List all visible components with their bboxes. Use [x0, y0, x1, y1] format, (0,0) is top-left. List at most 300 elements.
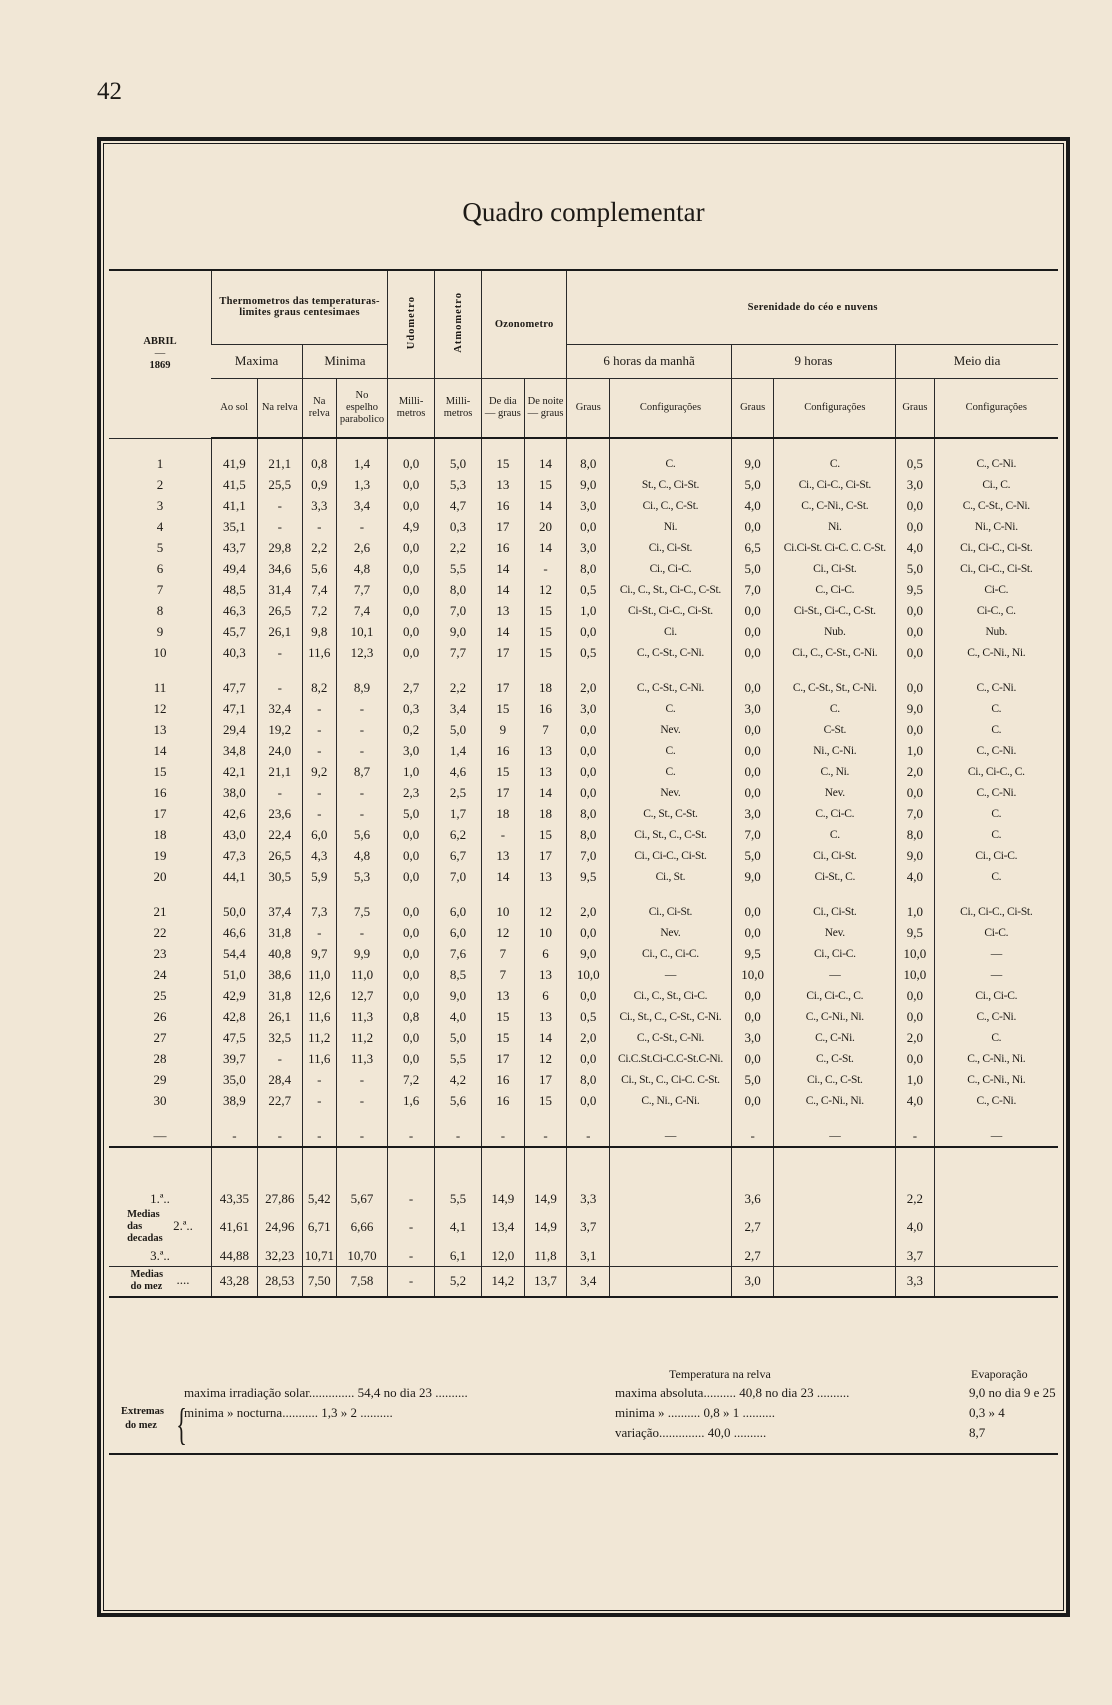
table-cell: 10,1	[336, 621, 387, 642]
table-cell: St., C., Ci-St.	[610, 474, 732, 495]
table-cell	[934, 1267, 1058, 1297]
table-cell: C., C-St., St., C-Ni.	[774, 677, 896, 698]
table-cell: Ci., Ci-C.	[934, 845, 1058, 866]
table-cell: 15	[524, 824, 567, 845]
table-cell: C., C-Ni.	[934, 1006, 1058, 1027]
table-cell: 2,0	[567, 677, 610, 698]
table-cell: Ci., C., Ci-C.	[610, 943, 732, 964]
table-cell: 8,9	[336, 677, 387, 698]
table-cell: 11,0	[336, 964, 387, 985]
empty-cell	[934, 1111, 1058, 1125]
table-row	[109, 964, 1058, 985]
table-cell: 1,0	[388, 761, 435, 782]
header-udometro: Udometro	[388, 270, 435, 378]
table-cell: 27,86	[257, 1188, 302, 1209]
table-cell: 0,0	[731, 642, 774, 663]
table-cell	[610, 1245, 732, 1267]
table-cell: 30,5	[257, 866, 302, 887]
table-cell: 21,1	[257, 453, 302, 474]
table-cell: 0,0	[388, 579, 435, 600]
table-cell: 6	[156, 560, 164, 576]
table-cell	[109, 1209, 211, 1245]
table-cell: 5,67	[336, 1188, 387, 1209]
table-row	[109, 782, 1058, 803]
table-cell: -	[257, 1048, 302, 1069]
table-cell: 47,5	[211, 1027, 257, 1048]
table-cell: 34,6	[257, 558, 302, 579]
table-cell: 5,42	[302, 1188, 336, 1209]
table-cell: —	[934, 964, 1058, 985]
table-cell: 20	[153, 868, 167, 884]
table-cell: Nub.	[934, 621, 1058, 642]
table-cell: -	[388, 1209, 435, 1245]
table-cell: 0,0	[388, 1027, 435, 1048]
page-number: 42	[97, 78, 122, 105]
empty-cell	[257, 663, 302, 677]
empty-cell	[109, 887, 211, 901]
avg-row	[109, 1209, 1058, 1245]
table-cell: C.	[774, 453, 896, 474]
table-cell: C.	[610, 761, 732, 782]
table-cell: 0,0	[567, 782, 610, 803]
table-cell: 47,7	[211, 677, 257, 698]
table-cell: 0,0	[388, 621, 435, 642]
table-cell: 7	[482, 964, 525, 985]
table-cell: 0,0	[567, 1048, 610, 1069]
table-cell: -	[524, 558, 567, 579]
empty-cell	[896, 438, 934, 453]
table-cell: 12	[524, 579, 567, 600]
table-cell: 16	[482, 495, 525, 516]
table-cell: 0,0	[896, 495, 934, 516]
table-cell: 16	[482, 1069, 525, 1090]
table-cell: Ni., C-Ni.	[774, 740, 896, 761]
empty-cell	[302, 1111, 336, 1125]
table-cell: 14	[524, 1027, 567, 1048]
table-cell: 5,5	[435, 1188, 482, 1209]
table-cell: 7,7	[336, 579, 387, 600]
table-cell: Ni., C-Ni.	[934, 516, 1058, 537]
table-cell: 24,0	[257, 740, 302, 761]
table-cell: 7,7	[435, 642, 482, 663]
table-cell: 9,0	[731, 453, 774, 474]
table-cell: 1,7	[435, 803, 482, 824]
table-cell: 16	[153, 784, 167, 800]
table-cell: -	[336, 803, 387, 824]
table-cell: 7,3	[302, 901, 336, 922]
table-cell: 18	[153, 826, 167, 842]
table-cell	[774, 1188, 896, 1209]
table-cell: 10,70	[336, 1245, 387, 1267]
table-cell: -	[257, 642, 302, 663]
table-cell: C., C-Ni., Ni.	[934, 1069, 1058, 1090]
table-cell: C.	[934, 824, 1058, 845]
table-cell: C.	[934, 698, 1058, 719]
table-cell: 25,5	[257, 474, 302, 495]
table-cell: 5	[156, 539, 164, 555]
table-cell: 38,9	[211, 1090, 257, 1111]
empty-cell	[109, 1111, 211, 1125]
table-cell	[610, 1209, 732, 1245]
spacer-row	[109, 1147, 1058, 1188]
table-cell: 0,0	[731, 1090, 774, 1111]
table-cell: 5,5	[435, 1048, 482, 1069]
table-cell: 2,0	[567, 1027, 610, 1048]
table-cell: 41,9	[211, 453, 257, 474]
table-cell: 3,6	[731, 1188, 774, 1209]
table-cell: 8,0	[567, 824, 610, 845]
table-cell: 7,4	[302, 579, 336, 600]
table-cell: 0,0	[388, 922, 435, 943]
table-cell: Ci-C.	[934, 922, 1058, 943]
table-cell: 7,0	[435, 600, 482, 621]
table-cell: 2,7	[731, 1245, 774, 1267]
empty-cell	[934, 887, 1058, 901]
table-cell: 1	[156, 455, 164, 471]
table-cell: 3,0	[388, 740, 435, 761]
table-cell: 8,0	[567, 558, 610, 579]
table-row	[109, 1090, 1058, 1111]
header-graus-6h: Graus	[567, 378, 610, 438]
table-cell: 7,0	[896, 803, 934, 824]
temp-relva-header: Temperatura na relva	[669, 1367, 771, 1381]
table-cell: 10,0	[567, 964, 610, 985]
table-cell: 0,0	[567, 740, 610, 761]
table-row	[109, 453, 1058, 474]
empty-cell	[610, 663, 732, 677]
table-cell: 20	[524, 516, 567, 537]
table-cell: 0,0	[896, 642, 934, 663]
table-cell: 12,7	[336, 985, 387, 1006]
table-cell: 0,0	[731, 985, 774, 1006]
table-cell: 6,1	[435, 1245, 482, 1267]
table-cell: 35,0	[211, 1069, 257, 1090]
table-cell: 8,7	[336, 761, 387, 782]
table-cell: C., Ci-C.	[774, 579, 896, 600]
table-cell: 1.ª..	[150, 1190, 170, 1206]
empty-cell	[109, 663, 211, 677]
table-cell: 9,0	[567, 943, 610, 964]
empty-cell	[336, 1147, 387, 1188]
table-cell: 22,4	[257, 824, 302, 845]
table-cell: 0,0	[388, 901, 435, 922]
table-cell: 2,7	[731, 1209, 774, 1245]
table-cell: -	[302, 719, 336, 740]
table-cell: -	[302, 1090, 336, 1111]
table-cell: 0,0	[388, 453, 435, 474]
table-cell: 17	[482, 782, 525, 803]
empty-cell	[435, 887, 482, 901]
table-cell: 9	[482, 719, 525, 740]
table-cell: 10,71	[302, 1245, 336, 1267]
empty-cell	[211, 663, 257, 677]
table-cell: 38,6	[257, 964, 302, 985]
empty-cell	[567, 887, 610, 901]
table-row	[109, 824, 1058, 845]
table-cell: C., St., C-St.	[610, 803, 732, 824]
empty-cell	[336, 887, 387, 901]
empty-cell	[257, 1111, 302, 1125]
evap-max: 9,0 no dia 9 e 25	[969, 1385, 1056, 1400]
table-cell: 7	[482, 943, 525, 964]
table-cell: 7,0	[567, 845, 610, 866]
table-cell: 21,1	[257, 761, 302, 782]
empty-cell	[896, 663, 934, 677]
table-cell: 13	[524, 761, 567, 782]
table-cell: Nev.	[774, 922, 896, 943]
extremes-section	[109, 1363, 1058, 1455]
table-cell: 3,7	[896, 1245, 934, 1267]
table-cell: Ci., Ci-C.	[610, 558, 732, 579]
table-cell: 0,2	[388, 719, 435, 740]
table-cell: 13	[524, 740, 567, 761]
empty-cell	[524, 1111, 567, 1125]
table-cell: 0,5	[896, 453, 934, 474]
table-row	[109, 516, 1058, 537]
table-cell: 13	[482, 845, 525, 866]
empty-cell	[774, 663, 896, 677]
table-cell: 14	[482, 866, 525, 887]
table-cell: 5,0	[435, 719, 482, 740]
empty-cell	[435, 438, 482, 453]
table-cell: C., C-St., C-Ni.	[610, 677, 732, 698]
table-cell: 9	[156, 623, 164, 639]
table-cell: Nev.	[610, 922, 732, 943]
table-cell: 14,9	[524, 1209, 567, 1245]
table-cell: -	[336, 1090, 387, 1111]
table-cell: 11	[153, 679, 167, 695]
table-cell: 43,7	[211, 537, 257, 558]
table-cell: Ci-St., C.	[774, 866, 896, 887]
table-cell: 4,0	[896, 537, 934, 558]
table-cell: C.	[610, 453, 732, 474]
empty-cell	[731, 1111, 774, 1125]
empty-cell	[482, 1147, 525, 1188]
table-cell: 0,0	[896, 1048, 934, 1069]
table-cell: Ci-C., C.	[934, 600, 1058, 621]
table-cell: 0,0	[567, 516, 610, 537]
table-cell: C.	[610, 740, 732, 761]
table-cell: 13	[482, 474, 525, 495]
table-cell: 7,4	[336, 600, 387, 621]
header-abril: ABRIL — 1869	[109, 270, 211, 438]
table-cell: 25	[153, 987, 167, 1003]
table-cell: -	[336, 719, 387, 740]
table-cell: C.	[934, 803, 1058, 824]
table-cell: 42,6	[211, 803, 257, 824]
table-cell: 13	[524, 1006, 567, 1027]
table-cell: 0,0	[388, 1048, 435, 1069]
spacer-row	[109, 663, 1058, 677]
table-cell: C., C-Ni., C-St.	[774, 495, 896, 516]
avg-mez-row	[109, 1267, 1058, 1297]
table-cell: Ci., C., St., Ci-C.	[610, 985, 732, 1006]
header-9-horas: 9 horas	[731, 344, 895, 378]
header-graus-9h: Graus	[731, 378, 774, 438]
table-row	[109, 579, 1058, 600]
table-cell: 13	[482, 600, 525, 621]
table-cell: 4,7	[435, 495, 482, 516]
table-cell: 0,0	[896, 985, 934, 1006]
empty-cell	[774, 438, 896, 453]
page-title: Quadro complementar	[462, 197, 705, 227]
table-cell: 5,0	[731, 1069, 774, 1090]
table-cell: -	[336, 782, 387, 803]
table-cell: 7,0	[435, 866, 482, 887]
table-cell: 5,5	[435, 558, 482, 579]
table-cell: 0,0	[731, 1048, 774, 1069]
table-cell: —	[774, 964, 896, 985]
table-cell: 19,2	[257, 719, 302, 740]
table-cell: Ci., Ci-St.	[774, 845, 896, 866]
table-cell: Ci-St., Ci-C., Ci-St.	[610, 600, 732, 621]
header-de-dia: De dia — graus	[482, 378, 525, 438]
table-cell: 17	[524, 845, 567, 866]
table-cell: C., C-Ni.	[934, 677, 1058, 698]
table-cell: -	[302, 922, 336, 943]
table-cell: 3.ª..	[150, 1247, 170, 1263]
table-cell: -	[388, 1267, 435, 1297]
table-cell: 16	[482, 1090, 525, 1111]
table-cell: C., Ni., C-Ni.	[610, 1090, 732, 1111]
empty-cell	[211, 887, 257, 901]
table-cell: 12	[524, 901, 567, 922]
table-cell: -	[388, 1125, 435, 1147]
empty-cell	[336, 663, 387, 677]
table-cell: 4,1	[435, 1209, 482, 1245]
table-cell: 0,0	[731, 782, 774, 803]
table-cell: C.	[774, 824, 896, 845]
table-cell: Ci., St., C., Ci-C. C-St.	[610, 1069, 732, 1090]
table-cell: -	[302, 803, 336, 824]
table-cell: 12	[524, 1048, 567, 1069]
table-cell: C., C-Ni.	[934, 1090, 1058, 1111]
table-cell: C., C-Ni., Ni.	[774, 1090, 896, 1111]
empty-cell	[336, 438, 387, 453]
table-cell: 9,0	[896, 698, 934, 719]
table-row	[109, 600, 1058, 621]
table-cell: 41,61	[211, 1209, 257, 1245]
table-cell: -	[388, 1245, 435, 1267]
table-cell: C.	[610, 698, 732, 719]
table-cell: 26,1	[257, 621, 302, 642]
table-row	[109, 1048, 1058, 1069]
table-cell: 46,3	[211, 600, 257, 621]
table-cell: 12	[153, 700, 167, 716]
table-row	[109, 866, 1058, 887]
table-cell: 18	[524, 677, 567, 698]
table-cell: Ci., Ci-C., Ci-St.	[774, 474, 896, 495]
table-cell: Ci., Ci-St.	[610, 537, 732, 558]
empty-cell	[482, 887, 525, 901]
table-row	[109, 1125, 1058, 1147]
table-cell: 41,5	[211, 474, 257, 495]
table-cell: 44,1	[211, 866, 257, 887]
table-cell: 13	[524, 866, 567, 887]
table-cell: 0,0	[388, 824, 435, 845]
table-cell: 4,0	[435, 1006, 482, 1027]
table-cell: 37,4	[257, 901, 302, 922]
table-cell: 28,4	[257, 1069, 302, 1090]
table-cell: 4,0	[896, 1209, 934, 1245]
table-cell: C., C-St.	[774, 1048, 896, 1069]
table-cell: 0,0	[567, 922, 610, 943]
table-cell: 10,0	[896, 943, 934, 964]
table-cell: -	[482, 1125, 525, 1147]
table-cell: -	[336, 698, 387, 719]
table-row	[109, 677, 1058, 698]
table-cell: Ci.Ci-St. Ci-C. C. C-St.	[774, 537, 896, 558]
medias-mez-label: Medias do mez	[130, 1269, 164, 1293]
table-cell: 14	[482, 579, 525, 600]
table-cell: 15	[153, 763, 167, 779]
empty-cell	[774, 1147, 896, 1188]
table-cell: 32,5	[257, 1027, 302, 1048]
header-config-9h: Configurações	[774, 378, 896, 438]
table-cell: 5,9	[302, 866, 336, 887]
table-cell: C., C-Ni., Ni.	[934, 1048, 1058, 1069]
table-cell: 1,4	[336, 453, 387, 474]
table-cell: 42,8	[211, 1006, 257, 1027]
table-cell: 0,0	[388, 495, 435, 516]
table-cell: 0,0	[388, 985, 435, 1006]
table-cell: 4,2	[435, 1069, 482, 1090]
table-cell: 0,0	[567, 621, 610, 642]
table-cell: -	[302, 516, 336, 537]
table-cell: 9,0	[435, 621, 482, 642]
table-cell: 3,0	[567, 537, 610, 558]
table-cell: 12,0	[482, 1245, 525, 1267]
table-cell: 45,7	[211, 621, 257, 642]
header-minima: Minima	[302, 344, 387, 378]
table-cell: Nev.	[610, 719, 732, 740]
empty-cell	[731, 887, 774, 901]
table-cell: 44,88	[211, 1245, 257, 1267]
table-cell: 0,0	[388, 866, 435, 887]
table-cell: 11,6	[302, 642, 336, 663]
table-cell: 51,0	[211, 964, 257, 985]
table-cell: 26	[153, 1008, 167, 1024]
table-cell: 11,3	[336, 1006, 387, 1027]
table-cell: 3,3	[896, 1267, 934, 1297]
table-cell: 22,7	[257, 1090, 302, 1111]
table-cell: 32,4	[257, 698, 302, 719]
table-cell: Ci.	[610, 621, 732, 642]
header-na-relva-max: Na relva	[257, 378, 302, 438]
table-cell: 4	[156, 518, 164, 534]
table-cell: 0,0	[896, 719, 934, 740]
table-cell: —	[610, 964, 732, 985]
table-row	[109, 943, 1058, 964]
extreme-row-max: maxima irradiação solar.............. 54,4 no dia 23 ..........	[184, 1385, 468, 1400]
empty-cell	[257, 438, 302, 453]
table-cell: -	[435, 1125, 482, 1147]
table-cell: —	[774, 1125, 896, 1147]
empty-cell	[302, 887, 336, 901]
table-cell: 41,1	[211, 495, 257, 516]
table-cell: 46,6	[211, 922, 257, 943]
table-cell: 0,5	[567, 579, 610, 600]
table-cell: 15	[524, 621, 567, 642]
table-cell: 27	[153, 1029, 167, 1045]
table-cell: 13,7	[524, 1267, 567, 1297]
table-cell: Ci., C., C-St.	[774, 1069, 896, 1090]
header-atmometro: Atmometro	[435, 270, 482, 378]
table-cell: Ci., Ci-C.	[934, 985, 1058, 1006]
table-cell: -	[302, 740, 336, 761]
table-cell: 0,0	[731, 922, 774, 943]
evap-variacao: 8,7	[969, 1425, 986, 1440]
